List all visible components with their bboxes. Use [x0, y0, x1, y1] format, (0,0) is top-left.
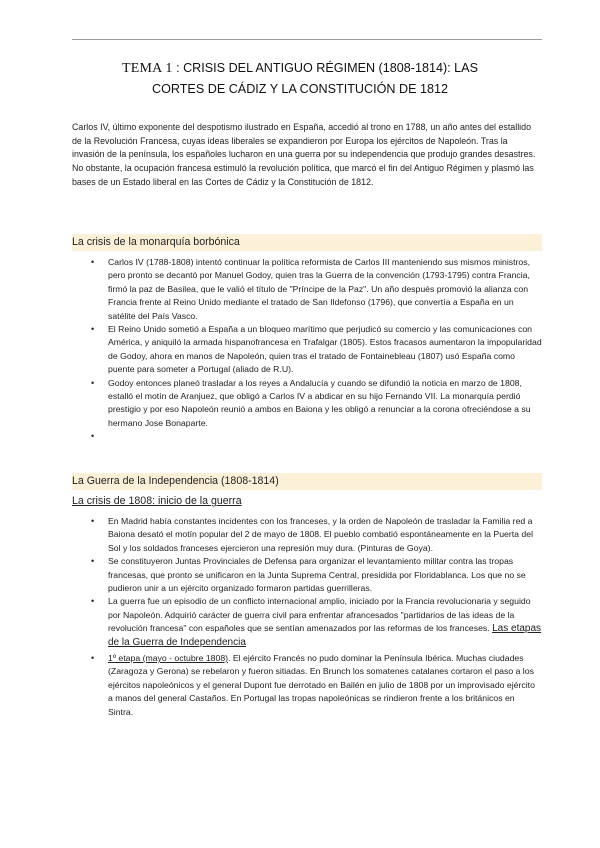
title-lead: TEMA 1	[122, 61, 173, 76]
page-title	[60, 58, 540, 99]
header-rule	[72, 39, 542, 40]
intro-paragraph: Carlos IV, último exponente del despotismo ilustrado en España, accedió al trono en 1788, un año antes del estallido de la Revolución Francesa, cuyas ideas liberales se expandieron por Europa los ejércitos de Napoleón. Tras la invasión de la península, los españoles lucharon en una guerra por su independencia que produjo grandes desastres. No obstante, la ocupación francesa estimuló la revolución política, que marcó el fin del Antiguo Régimen y plasmó las bases de un Estado liberal en las Cortes de Cádiz y la Constitución de 1812.	[72, 122, 536, 187]
bullet-icon: •	[91, 377, 95, 388]
title-rest: : CRISIS DEL ANTIGUO RÉGIMEN (1808-1814): LAS	[172, 61, 478, 75]
bullet-icon: •	[91, 653, 95, 664]
list-item: • En Madrid había constantes incidentes con los franceses, y la orden de Napoleón de trasladar la Familia red a Baiona desató el motín popular del 2 de mayo de 1808. El pueblo combatió espontáneamente en la Puerta del Sol y los soldados franceses ejercieron una represión muy dura. (Pinturas de Goya).	[91, 516, 534, 553]
bullet-icon: •	[91, 516, 95, 526]
bullet-icon: •	[91, 556, 95, 567]
list-item: • 1º etapa (mayo - octubre 1808). El ejército Francés no pudo dominar la Península Ibérica. Muchas ciudades (Zaragoza y Gerona) se rebelaron y fueron sitiadas. En Brunch los somatenes catalanes cortaron el paso a los ejércitos napoleónicos y el general Dupont fue derrotado en Bailén en julio de 1808 por un improvisado ejército a manos del general Castaños. En Portugal las tropas napoleónicas se rindieron frente a los británicos en Sintra.	[91, 653, 535, 717]
bullet-icon: •	[91, 257, 95, 267]
list-item	[72, 430, 542, 444]
list-item: • El Reino Unido sometió a España a un bloqueo marítimo que perjudicó su comercio y las comunicaciones con América, y aniquiló la armada hispanofrancesa en Trafalgar (1805). Estos fracasos aumentaron la impopularidad de Godoy, ahora en manos de Napoleón, quien tras el tratado de Fontainebleau (1807) usó España como puente para someter a Portugal (aliado de R.U).	[91, 324, 542, 375]
bullet-icon: •	[91, 431, 95, 442]
list-item: • La guerra fue un episodio de un conflicto internacional amplio, iniciado por la Francia revolucionaria y seguido por Napoleón. Adquirió carácter de guerra civil para enfrentar afrancesados "partidarios de las ideas de la revolución francesa" con españoles que se sentían amenazados por las reformas de los franceses. Las etapas de la Guerra de Independencia	[91, 596, 542, 648]
guerra-bullet-list	[72, 515, 542, 719]
section-heading-guerra: La Guerra de la Independencia (1808-1814)	[72, 473, 542, 490]
list-item: • Godoy entonces planeó trasladar a los reyes a Andalucía y cuando se difundió la noticia en marzo de 1808, estalló el motín de Aranjuez, que obligó a Carlos IV a abdicar en su hijo Fernando VII. La monarquía perdió prestigio y por eso Napoleón reunió a ambos en Baiona y les obligó a renunciar a la corona ofreciéndose a su hermano Jose Bonaparte.	[91, 377, 531, 428]
stage1-label: 1º etapa (mayo - octubre 1808)	[108, 653, 229, 664]
subsection-heading-crisis-1808: La crisis de 1808: inicio de la guerra	[72, 495, 242, 507]
title-line-2: CORTES DE CÁDIZ Y LA CONSTITUCIÓN DE 1812	[151, 82, 449, 96]
bullet-icon: •	[91, 324, 95, 335]
list-item: • Se constituyeron Juntas Provinciales de Defensa para organizar el levantamiento militar contra las tropas francesas, que pronto se unificaron en la Junta Suprema Central, presidida por Floridablanca. Los que no se pudieron unir a un ejército organizado formaron partidas guerrilleras.	[91, 556, 526, 594]
monarquia-bullet-list	[72, 256, 542, 444]
section-heading-monarquia: La crisis de la monarquía borbónica	[72, 234, 542, 251]
etapas-heading: Las etapas de la Guerra de Independencia	[108, 623, 542, 648]
list-item: • Carlos IV (1788-1808) intentó continuar la política reformista de Carlos III manteniendo sus mismos ministros, pero pronto se decantó por Manuel Godoy, quien tras la Guerra de la convención (1793-1795) contra Francia, firmó la paz de Basilea, que le valió el título de "Príncipe de la Paz". Un año después promovió la alianza con Francia frente al Reino Unido mediante el tratado de San Ildefonso (1796), que convertía a España en un satélite del País Vasco.	[91, 257, 531, 321]
bullet-icon: •	[91, 596, 95, 607]
title-line-1	[60, 58, 540, 79]
